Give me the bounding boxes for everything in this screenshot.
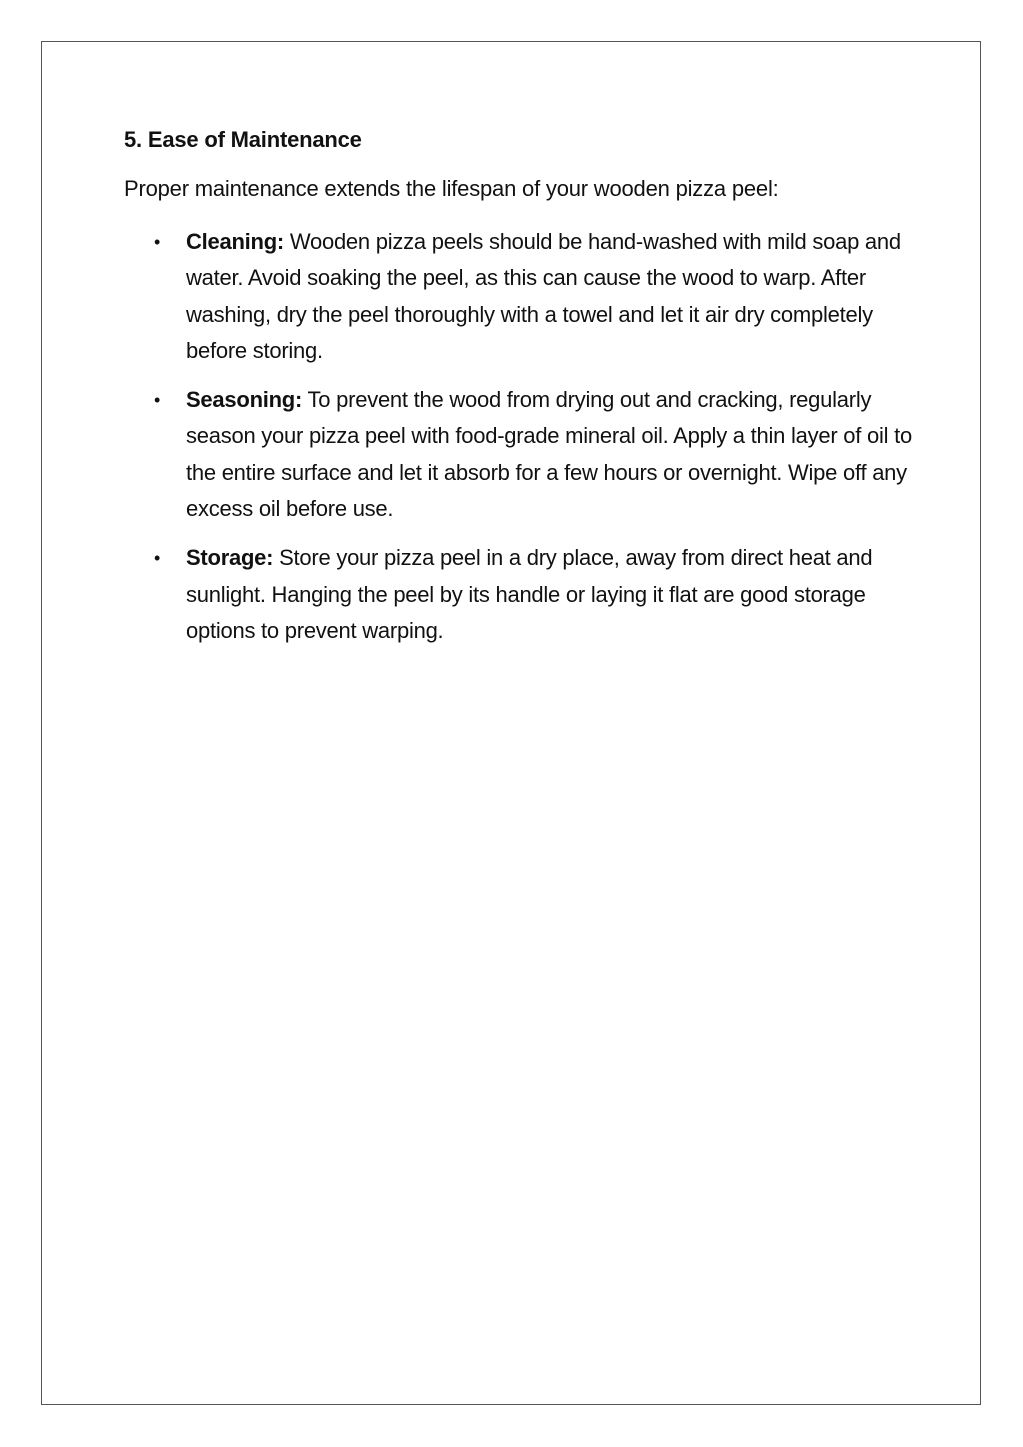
list-item-text: Store your pizza peel in a dry place, away from direct heat and sunlight. Hanging the peel by its handle or laying it flat are good storage options to prevent warping.: [186, 545, 873, 643]
list-item-text: To prevent the wood from drying out and cracking, regularly season your pizza peel with food-grade mineral oil. Apply a thin layer of oil to the entire surface and let it absorb for a few hours or overnight. Wipe off any excess oil before use.: [186, 387, 912, 522]
section-heading: 5. Ease of Maintenance: [124, 127, 362, 152]
maintenance-list: [124, 224, 914, 649]
bullet-dot-icon: •: [154, 548, 161, 569]
document-body: [124, 125, 914, 662]
list-item-term: Storage:: [186, 545, 274, 571]
list-item-term: Seasoning:: [186, 387, 303, 413]
intro-paragraph: Proper maintenance extends the lifespan of your wooden pizza peel:: [124, 176, 779, 201]
list-item-cleaning: [124, 224, 914, 369]
bullet-dot-icon: •: [154, 390, 161, 411]
list-item-text: Wooden pizza peels should be hand-washed with mild soap and water. Avoid soaking the peel, as this can cause the wood to warp. After washing, dry the peel thoroughly with a towel and let it air dry completely before storing.: [186, 229, 901, 363]
list-item-term: Cleaning:: [186, 229, 284, 254]
bullet-dot-icon: •: [154, 232, 161, 252]
list-item-storage: [124, 540, 914, 649]
list-item-seasoning: [124, 382, 914, 527]
